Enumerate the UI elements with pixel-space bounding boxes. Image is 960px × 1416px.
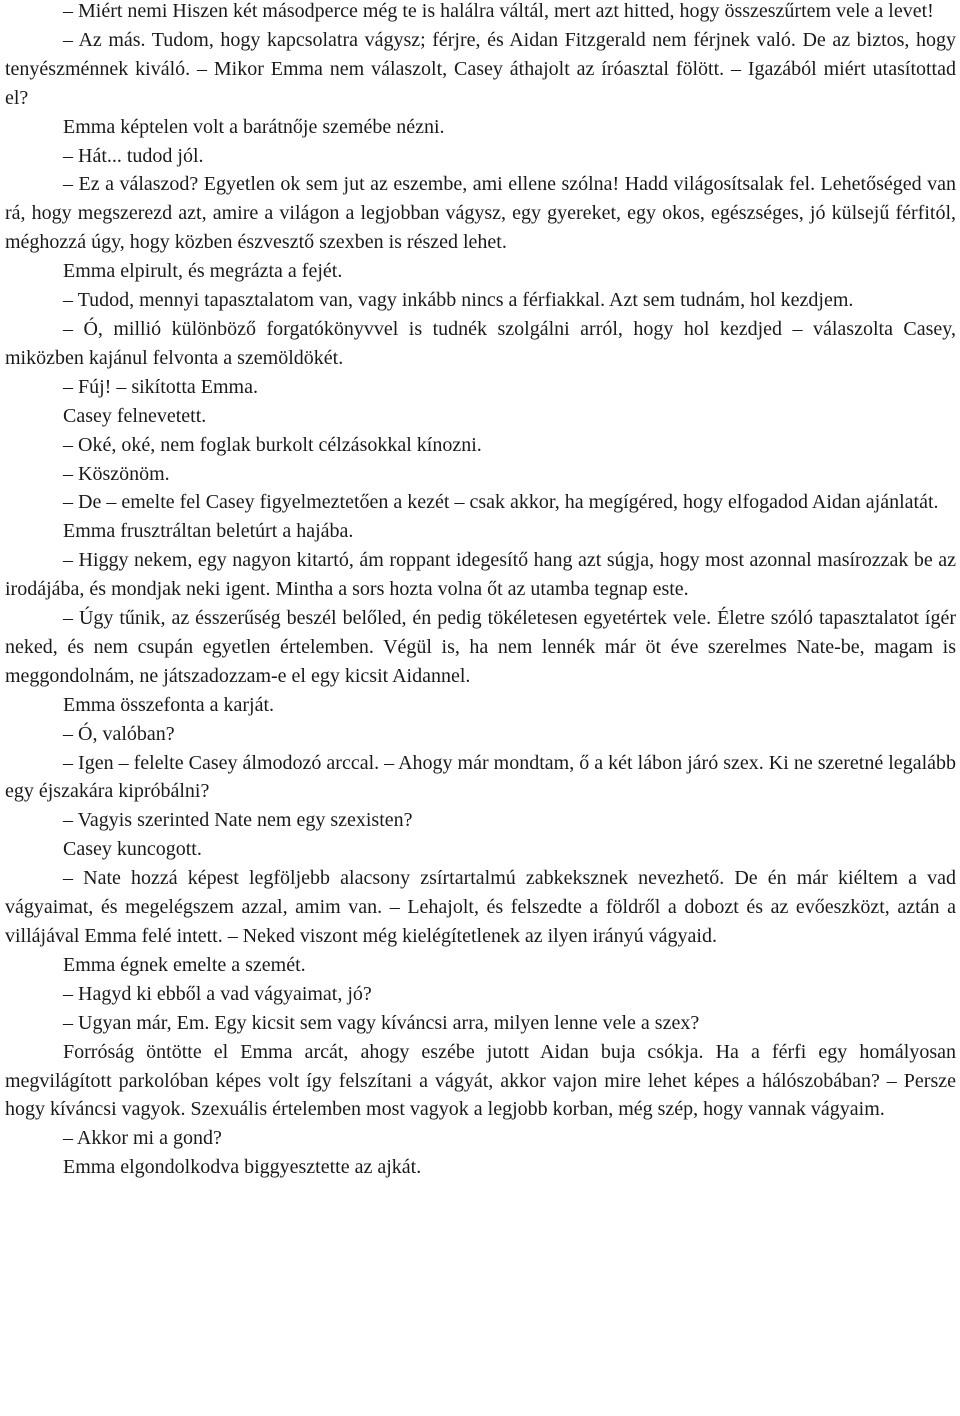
paragraph: – Tudod, mennyi tapasztalatom van, vagy inkább nincs a férfiakkal. Azt sem tudnám, hol kezdjem.: [63, 289, 854, 312]
paragraph: – Nate hozzá képest legföljebb alacsony zsírtartalmú zabkeksznek nevezhető. De én már kiéltem a vad vágyaimat, és megelégszem azzal, amim van. – Lehajolt, és felszedte a földről a dobozt és az evőeszközt, aztán a villájával Emma felé intett. – Neked viszont még kielégítetlenek az ilyen irányú vágyaid.: [5, 867, 956, 947]
paragraph: – Úgy tűnik, az ésszerűség beszél belőled, én pedig tökéletesen egyetértek vele. Életre szóló tapasztalatot ígér neked, és nem csupán egyetlen értelemben. Végül is, ha nem lennék már öt éve szerelmes Nate-be, magam is meggondolnám, ne játszadozzam-e el egy kicsit Aidannel.: [5, 607, 956, 687]
paragraph: – Miért nemi Hiszen két másodperce még te is halálra váltál, mert azt hitted, hogy összeszűrtem vele a levet!: [63, 0, 934, 22]
paragraph: Emma frusztráltan beletúrt a hajába.: [63, 520, 354, 543]
paragraph: – Az más. Tudom, hogy kapcsolatra vágysz; férjre, és Aidan Fitzgerald nem férjnek való. De az biztos, hogy tenyészménnek kiváló. – Mikor Emma nem válaszolt, Casey áthajolt az íróasztal fölött. – Igazából miért utasítottad el?: [5, 28, 956, 109]
paragraph: – Ugyan már, Em. Egy kicsit sem vagy kíváncsi arra, milyen lenne vele a szex?: [63, 1011, 700, 1034]
paragraph: Emma égnek emelte a szemét.: [63, 953, 306, 976]
paragraph: – Köszönöm.: [63, 462, 170, 485]
paragraph: – De – emelte fel Casey figyelmeztetően a kezét – csak akkor, ha megígéred, hogy elfogadod Aidan ajánlatát.: [63, 491, 939, 514]
paragraph: Emma összefonta a karját.: [63, 693, 275, 716]
paragraph: – Ó, valóban?: [63, 722, 175, 745]
paragraph: – Ez a válaszod? Egyetlen ok sem jut az eszembe, ami ellene szólna! Hadd világosítsalak fel. Lehetőséged van rá, hogy megszerezd azt, amire a világon a legjobban vágysz, egy gyereket, egy okos, egészséges, jó külsejű férfitól, méghozzá úgy, hogy közben észvesztő szexben is részed lehet.: [5, 173, 956, 254]
paragraph: – Oké, oké, nem foglak burkolt célzásokkal kínozni.: [63, 433, 482, 456]
paragraph: Emma elpirult, és megrázta a fejét.: [63, 260, 343, 283]
paragraph: – Hagyd ki ebből a vad vágyaimat, jó?: [63, 982, 372, 1005]
paragraph: – Akkor mi a gond?: [63, 1127, 222, 1150]
paragraph: – Vagyis szerinted Nate nem egy szexisten?: [63, 809, 413, 832]
paragraph: Forróság öntötte el Emma arcát, ahogy eszébe jutott Aidan buja csókja. Ha a férfi egy homályosan megvilágított parkolóban képes volt így felszítani a vágyát, akkor vajon mire lehet képes a hálószobában? – Persze hogy kíváncsi vagyok. Szexuális értelemben most vagyok a legjobb korban, még szép, hogy vannak vágyaim.: [5, 1040, 956, 1121]
paragraph: Emma képtelen volt a barátnője szemébe nézni.: [63, 115, 445, 138]
paragraph: – Ó, millió különböző forgatókönyvvel is tudnék szolgálni arról, hogy hol kezdjed – válaszolta Casey, miközben kajánul felvonta a szemöldökét.: [5, 317, 956, 369]
paragraph: – Higgy nekem, egy nagyon kitartó, ám roppant idegesítő hang azt súgja, hogy most azonnal masírozzak be az irodájába, és mondjak neki igent. Mintha a sors hozta volna őt az utamba tegnap este.: [5, 549, 956, 601]
paragraph: – Igen – felelte Casey álmodozó arccal. – Ahogy már mondtam, ő a két lábon járó szex. Ki ne szeretné legalább egy éjszakára kipróbálni?: [5, 751, 956, 803]
document-page: [5, 0, 956, 1182]
paragraph: – Fúj! – sikította Emma.: [63, 375, 258, 398]
paragraph: Casey felnevetett.: [63, 404, 207, 427]
paragraph: Emma elgondolkodva biggyesztette az ajkát.: [63, 1156, 422, 1179]
paragraph: – Hát... tudod jól.: [63, 144, 204, 167]
paragraph: Casey kuncogott.: [63, 838, 202, 861]
